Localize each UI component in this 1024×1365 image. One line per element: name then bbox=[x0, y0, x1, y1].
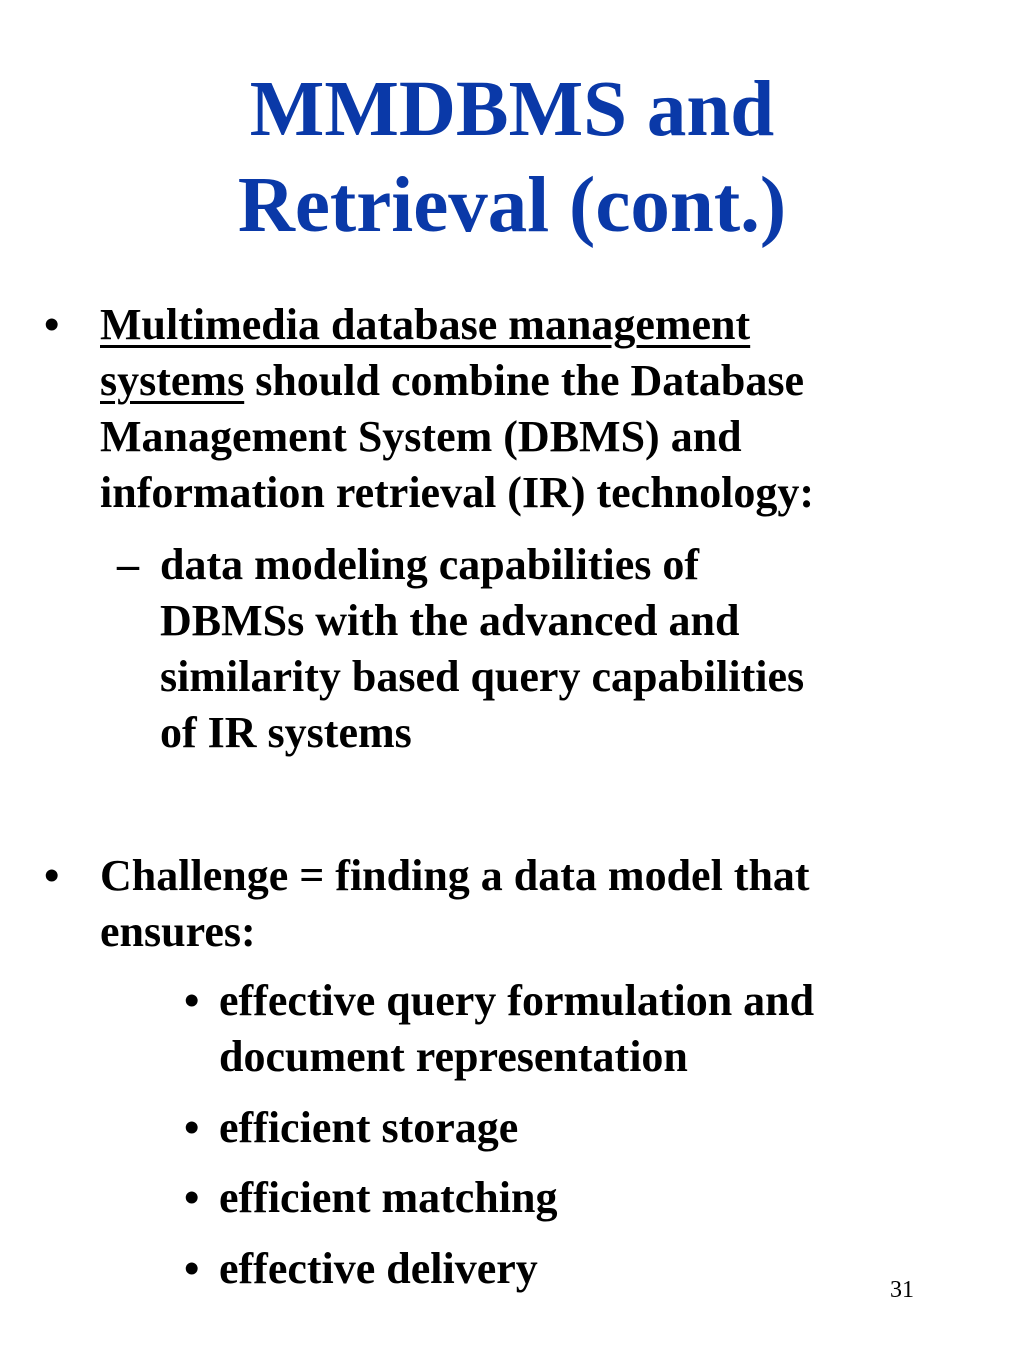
bullet-line: Challenge = finding a data model that bbox=[100, 851, 810, 900]
level3-item bbox=[219, 1241, 538, 1297]
slide-title bbox=[0, 62, 1024, 254]
sub-bullet-item bbox=[160, 537, 804, 761]
bullet-line bbox=[100, 353, 814, 409]
underlined-term: Multimedia database management bbox=[100, 300, 751, 349]
bullet-item bbox=[100, 297, 814, 521]
level3-line: document representation bbox=[219, 1032, 688, 1081]
level3-line: efficient storage bbox=[219, 1103, 519, 1152]
bullet-line bbox=[100, 297, 814, 353]
title-line: Retrieval (cont.) bbox=[237, 162, 787, 249]
bullet-line: Management System (DBMS) and bbox=[100, 412, 742, 461]
page-number: 31 bbox=[890, 1277, 914, 1303]
title-line: MMDBMS and bbox=[249, 66, 775, 153]
underlined-term: systems bbox=[100, 356, 245, 405]
bullet-line: information retrieval (IR) technology: bbox=[100, 468, 815, 517]
sub-bullet-line: data modeling capabilities of bbox=[160, 540, 700, 589]
sub-bullet-line: of IR systems bbox=[160, 708, 412, 757]
level3-item bbox=[219, 1170, 557, 1226]
level3-line: effective query formulation and bbox=[219, 976, 815, 1025]
level3-item bbox=[219, 973, 814, 1085]
bullet-dot-icon: • bbox=[44, 300, 60, 349]
bullet-dot-icon: • bbox=[184, 1173, 200, 1222]
bullet-dot-icon: • bbox=[44, 851, 60, 900]
sub-bullet-line: similarity based query capabilities bbox=[160, 652, 805, 701]
bullet-text: should combine the Database bbox=[244, 356, 805, 405]
bullet-item bbox=[100, 848, 810, 960]
bullet-dot-icon: • bbox=[184, 1103, 200, 1152]
dash-icon: – bbox=[117, 540, 139, 589]
level3-line: effective delivery bbox=[219, 1244, 538, 1293]
level3-item bbox=[219, 1100, 518, 1156]
level3-line: efficient matching bbox=[219, 1173, 558, 1222]
bullet-dot-icon: • bbox=[184, 976, 200, 1025]
sub-bullet-line: DBMSs with the advanced and bbox=[160, 596, 740, 645]
bullet-line: ensures: bbox=[100, 907, 256, 956]
bullet-dot-icon: • bbox=[184, 1244, 200, 1293]
